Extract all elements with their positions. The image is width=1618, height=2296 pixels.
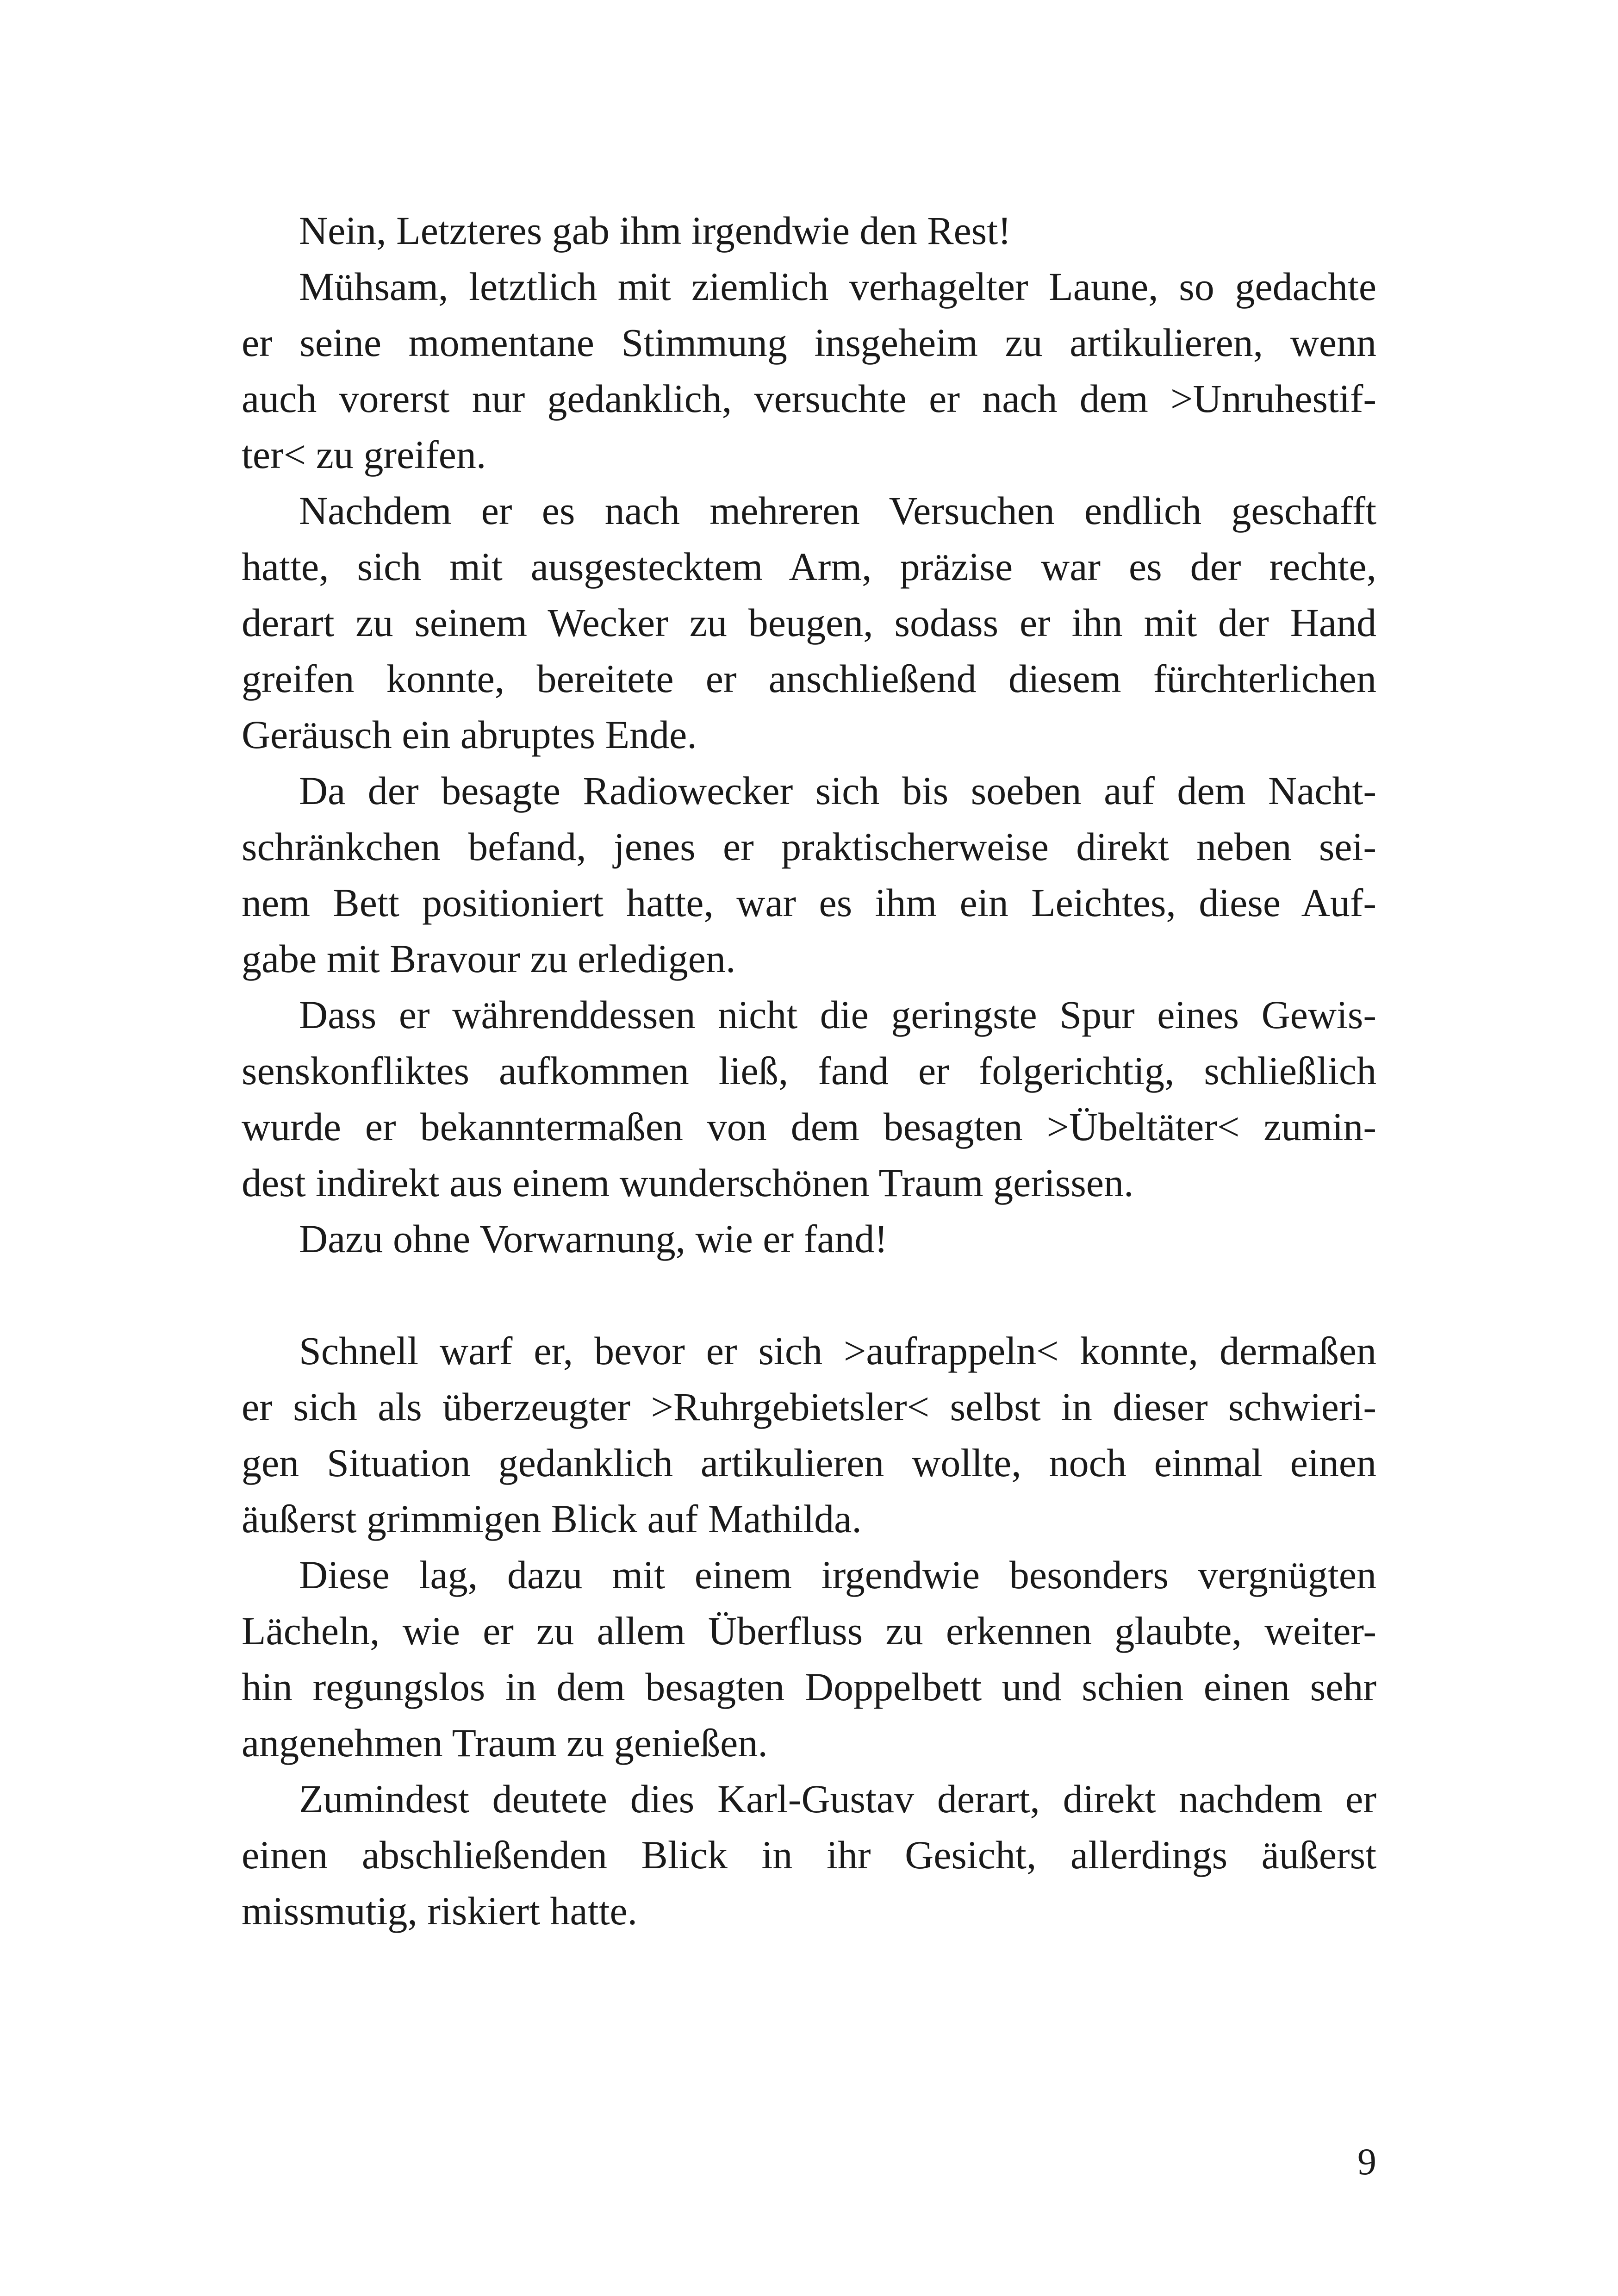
text-line: ter< zu greifen. bbox=[242, 432, 486, 477]
paragraph bbox=[242, 987, 1376, 1211]
text-line: er sich als überzeugter >Ruhrgebietsler< selbst in dieser schwieri- bbox=[242, 1385, 1376, 1429]
text-line: Diese lag, dazu mit einem irgendwie besonders vergnügten bbox=[299, 1553, 1376, 1597]
paragraph bbox=[242, 203, 1376, 259]
text-line: einen abschließenden Blick in ihr Gesicht, allerdings äußerst bbox=[242, 1833, 1376, 1877]
text-line: Mühsam, letztlich mit ziemlich verhagelter Laune, so gedachte bbox=[299, 264, 1376, 309]
text-line: gen Situation gedanklich artikulieren wollte, noch einmal einen bbox=[242, 1441, 1376, 1485]
paragraph bbox=[242, 1211, 1376, 1267]
text-line: gabe mit Bravour zu erledigen. bbox=[242, 936, 736, 981]
text-line: Zumindest deutete dies Karl-Gustav derart, direkt nachdem er bbox=[299, 1777, 1376, 1821]
text-line: nem Bett positioniert hatte, war es ihm ein Leichtes, diese Auf- bbox=[242, 880, 1376, 925]
text-line: missmutig, riskiert hatte. bbox=[242, 1889, 638, 1933]
text-line: senskonfliktes aufkommen ließ, fand er folgerichtig, schließlich bbox=[242, 1048, 1376, 1093]
text-line: Schnell warf er, bevor er sich >aufrappeln< konnte, dermaßen bbox=[299, 1329, 1376, 1373]
body-text bbox=[242, 203, 1376, 1939]
text-line: wurde er bekanntermaßen von dem besagten >Übeltäter< zumin- bbox=[242, 1104, 1376, 1149]
section-break bbox=[242, 1267, 1376, 1323]
text-line: Da der besagte Radiowecker sich bis soeben auf dem Nacht- bbox=[299, 768, 1376, 813]
text-line: hin regungslos in dem besagten Doppelbett und schien einen sehr bbox=[242, 1665, 1376, 1709]
text-line: Dazu ohne Vorwarnung, wie er fand! bbox=[299, 1217, 888, 1261]
paragraph bbox=[242, 483, 1376, 763]
text-line: Lächeln, wie er zu allem Überfluss zu erkennen glaubte, weiter- bbox=[242, 1609, 1376, 1653]
text-line: derart zu seinem Wecker zu beugen, sodass er ihn mit der Hand bbox=[242, 600, 1376, 645]
text-line: äußerst grimmigen Blick auf Mathilda. bbox=[242, 1497, 862, 1541]
text-line: angenehmen Traum zu genießen. bbox=[242, 1721, 768, 1765]
paragraph bbox=[242, 763, 1376, 987]
text-line: Nachdem er es nach mehreren Versuchen endlich geschafft bbox=[299, 488, 1376, 533]
page-number: 9 bbox=[1357, 2140, 1376, 2183]
text-line: schränkchen befand, jenes er praktischerweise direkt neben sei- bbox=[242, 824, 1376, 869]
paragraph bbox=[242, 1323, 1376, 1547]
paragraph bbox=[242, 259, 1376, 483]
text-line: dest indirekt aus einem wunderschönen Traum gerissen. bbox=[242, 1160, 1134, 1205]
text-line: Geräusch ein abruptes Ende. bbox=[242, 712, 697, 757]
text-line: Dass er währenddessen nicht die geringste Spur eines Gewis- bbox=[299, 992, 1376, 1037]
text-line: auch vorerst nur gedanklich, versuchte er nach dem >Unruhestif- bbox=[242, 376, 1376, 421]
paragraph bbox=[242, 1771, 1376, 1939]
text-line: greifen konnte, bereitete er anschließend diesem fürchterlichen bbox=[242, 656, 1376, 701]
paragraph bbox=[242, 1547, 1376, 1771]
text-line: er seine momentane Stimmung insgeheim zu artikulieren, wenn bbox=[242, 320, 1376, 365]
text-line: Nein, Letzteres gab ihm irgendwie den Rest! bbox=[299, 208, 1011, 253]
text-line: hatte, sich mit ausgestecktem Arm, präzise war es der rechte, bbox=[242, 544, 1376, 589]
